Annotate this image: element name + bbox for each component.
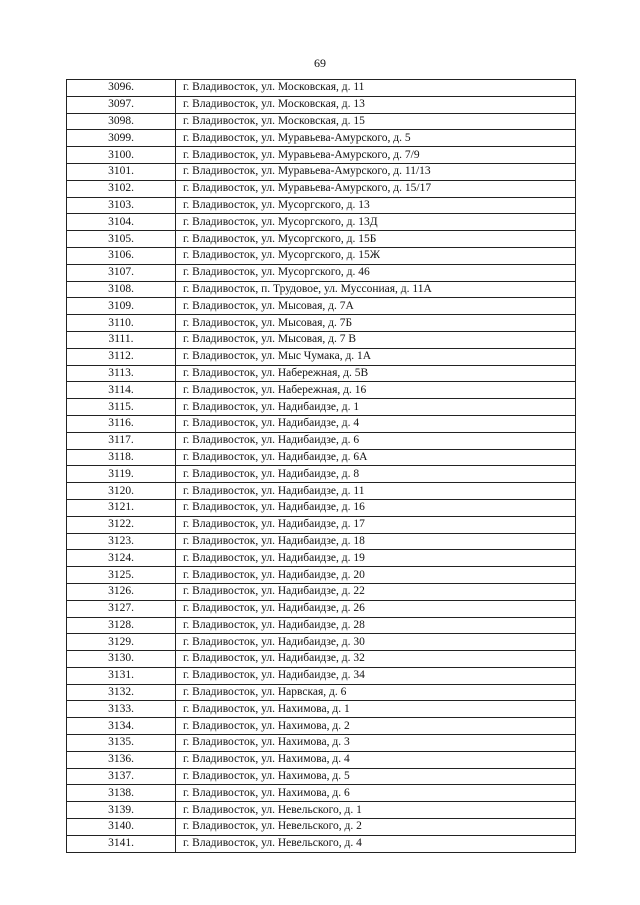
row-number: 3120. — [67, 483, 176, 500]
row-address: г. Владивосток, ул. Надибаидзе, д. 16 — [176, 499, 576, 516]
row-number: 3117. — [67, 432, 176, 449]
row-number: 3099. — [67, 130, 176, 147]
row-address: г. Владивосток, ул. Мысовая, д. 7 В — [176, 331, 576, 348]
row-address: г. Владивосток, ул. Невельского, д. 4 — [176, 835, 576, 852]
row-number: 3106. — [67, 247, 176, 264]
row-address: г. Владивосток, ул. Нахимова, д. 2 — [176, 718, 576, 735]
row-address: г. Владивосток, ул. Нахимова, д. 5 — [176, 768, 576, 785]
row-address: г. Владивосток, ул. Мысовая, д. 7Б — [176, 315, 576, 332]
row-number: 3107. — [67, 264, 176, 281]
address-table — [66, 79, 576, 853]
row-address: г. Владивосток, ул. Надибаидзе, д. 17 — [176, 516, 576, 533]
table-row — [67, 499, 576, 516]
table-row — [67, 600, 576, 617]
table-row — [67, 819, 576, 836]
row-address: г. Владивосток, ул. Нахимова, д. 1 — [176, 701, 576, 718]
table-row — [67, 247, 576, 264]
table-row — [67, 264, 576, 281]
table-row — [67, 617, 576, 634]
table-row — [67, 432, 576, 449]
row-address: г. Владивосток, ул. Набережная, д. 5В — [176, 365, 576, 382]
table-row — [67, 231, 576, 248]
table-row — [67, 516, 576, 533]
table-row — [67, 163, 576, 180]
table-row — [67, 348, 576, 365]
row-number: 3103. — [67, 197, 176, 214]
row-number: 3100. — [67, 147, 176, 164]
row-address: г. Владивосток, ул. Надибаидзе, д. 22 — [176, 583, 576, 600]
row-address: г. Владивосток, ул. Надибаидзе, д. 32 — [176, 651, 576, 668]
row-number: 3127. — [67, 600, 176, 617]
table-row — [67, 802, 576, 819]
row-number: 3136. — [67, 751, 176, 768]
row-address: г. Владивосток, ул. Муравьева-Амурского, д. 5 — [176, 130, 576, 147]
row-number: 3115. — [67, 399, 176, 416]
row-number: 3139. — [67, 802, 176, 819]
table-row — [67, 399, 576, 416]
row-address: г. Владивосток, ул. Невельского, д. 1 — [176, 802, 576, 819]
row-number: 3132. — [67, 684, 176, 701]
row-address: г. Владивосток, ул. Мысовая, д. 7А — [176, 298, 576, 315]
table-row — [67, 382, 576, 399]
table-row — [67, 449, 576, 466]
table-row — [67, 835, 576, 852]
row-address: г. Владивосток, ул. Надибаидзе, д. 20 — [176, 567, 576, 584]
row-address: г. Владивосток, ул. Мусоргского, д. 15Б — [176, 231, 576, 248]
row-number: 3124. — [67, 550, 176, 567]
row-address: г. Владивосток, ул. Нарвская, д. 6 — [176, 684, 576, 701]
table-row — [67, 147, 576, 164]
table-row — [67, 735, 576, 752]
row-number: 3119. — [67, 466, 176, 483]
row-address: г. Владивосток, ул. Надибаидзе, д. 6 — [176, 432, 576, 449]
table-row — [67, 197, 576, 214]
row-number: 3126. — [67, 583, 176, 600]
row-address: г. Владивосток, ул. Мусоргского, д. 13 — [176, 197, 576, 214]
row-number: 3097. — [67, 96, 176, 113]
table-row — [67, 583, 576, 600]
row-address: г. Владивосток, ул. Надибаидзе, д. 18 — [176, 533, 576, 550]
row-number: 3130. — [67, 651, 176, 668]
row-number: 3125. — [67, 567, 176, 584]
row-number: 3135. — [67, 735, 176, 752]
row-number: 3137. — [67, 768, 176, 785]
row-number: 3128. — [67, 617, 176, 634]
row-number: 3110. — [67, 315, 176, 332]
table-row — [67, 466, 576, 483]
row-number: 3140. — [67, 819, 176, 836]
row-number: 3109. — [67, 298, 176, 315]
row-number: 3102. — [67, 180, 176, 197]
row-number: 3112. — [67, 348, 176, 365]
row-number: 3138. — [67, 785, 176, 802]
row-address: г. Владивосток, ул. Московская, д. 11 — [176, 80, 576, 97]
table-row — [67, 298, 576, 315]
table-row — [67, 180, 576, 197]
row-address: г. Владивосток, ул. Надибаидзе, д. 26 — [176, 600, 576, 617]
row-address: г. Владивосток, ул. Надибаидзе, д. 19 — [176, 550, 576, 567]
row-number: 3133. — [67, 701, 176, 718]
table-row — [67, 718, 576, 735]
table-row — [67, 785, 576, 802]
row-number: 3141. — [67, 835, 176, 852]
row-address: г. Владивосток, ул. Надибаидзе, д. 28 — [176, 617, 576, 634]
table-row — [67, 80, 576, 97]
row-number: 3111. — [67, 331, 176, 348]
table-row — [67, 483, 576, 500]
row-address: г. Владивосток, ул. Мусоргского, д. 13Д — [176, 214, 576, 231]
table-row — [67, 415, 576, 432]
row-address: г. Владивосток, ул. Муравьева-Амурского, д. 15/17 — [176, 180, 576, 197]
row-number: 3131. — [67, 667, 176, 684]
row-address: г. Владивосток, ул. Надибаидзе, д. 11 — [176, 483, 576, 500]
row-address: г. Владивосток, ул. Нахимова, д. 4 — [176, 751, 576, 768]
row-address: г. Владивосток, ул. Надибаидзе, д. 1 — [176, 399, 576, 416]
table-row — [67, 533, 576, 550]
row-number: 3121. — [67, 499, 176, 516]
row-address: г. Владивосток, ул. Московская, д. 15 — [176, 113, 576, 130]
table-row — [67, 751, 576, 768]
row-address: г. Владивосток, ул. Муравьева-Амурского, д. 11/13 — [176, 163, 576, 180]
row-number: 3114. — [67, 382, 176, 399]
row-address: г. Владивосток, ул. Мыс Чумака, д. 1А — [176, 348, 576, 365]
table-row — [67, 651, 576, 668]
table-row — [67, 667, 576, 684]
row-address: г. Владивосток, ул. Надибаидзе, д. 8 — [176, 466, 576, 483]
row-number: 3104. — [67, 214, 176, 231]
page-number: 69 — [314, 56, 326, 70]
row-address: г. Владивосток, ул. Московская, д. 13 — [176, 96, 576, 113]
row-address: г. Владивосток, п. Трудовое, ул. Муссониая, д. 11А — [176, 281, 576, 298]
table-row — [67, 281, 576, 298]
table-row — [67, 701, 576, 718]
table-row — [67, 567, 576, 584]
row-address: г. Владивосток, ул. Надибаидзе, д. 6А — [176, 449, 576, 466]
row-number: 3134. — [67, 718, 176, 735]
table-row — [67, 365, 576, 382]
row-number: 3118. — [67, 449, 176, 466]
table-row — [67, 315, 576, 332]
row-number: 3101. — [67, 163, 176, 180]
row-address: г. Владивосток, ул. Невельского, д. 2 — [176, 819, 576, 836]
table-row — [67, 113, 576, 130]
row-address: г. Владивосток, ул. Нахимова, д. 3 — [176, 735, 576, 752]
row-number: 3116. — [67, 415, 176, 432]
row-number: 3108. — [67, 281, 176, 298]
row-address: г. Владивосток, ул. Надибаидзе, д. 34 — [176, 667, 576, 684]
row-address: г. Владивосток, ул. Мусоргского, д. 15Ж — [176, 247, 576, 264]
table-row — [67, 96, 576, 113]
row-address: г. Владивосток, ул. Муравьева-Амурского, д. 7/9 — [176, 147, 576, 164]
row-address: г. Владивосток, ул. Мусоргского, д. 46 — [176, 264, 576, 281]
row-address: г. Владивосток, ул. Нахимова, д. 6 — [176, 785, 576, 802]
table-row — [67, 768, 576, 785]
table-row — [67, 331, 576, 348]
table-row — [67, 634, 576, 651]
table-row — [67, 550, 576, 567]
row-address: г. Владивосток, ул. Надибаидзе, д. 4 — [176, 415, 576, 432]
row-address: г. Владивосток, ул. Набережная, д. 16 — [176, 382, 576, 399]
row-number: 3113. — [67, 365, 176, 382]
table-row — [67, 214, 576, 231]
address-table-body — [67, 80, 576, 853]
row-number: 3129. — [67, 634, 176, 651]
row-number: 3122. — [67, 516, 176, 533]
row-number: 3105. — [67, 231, 176, 248]
row-address: г. Владивосток, ул. Надибаидзе, д. 30 — [176, 634, 576, 651]
row-number: 3096. — [67, 80, 176, 97]
row-number: 3123. — [67, 533, 176, 550]
table-row — [67, 684, 576, 701]
row-number: 3098. — [67, 113, 176, 130]
table-row — [67, 130, 576, 147]
